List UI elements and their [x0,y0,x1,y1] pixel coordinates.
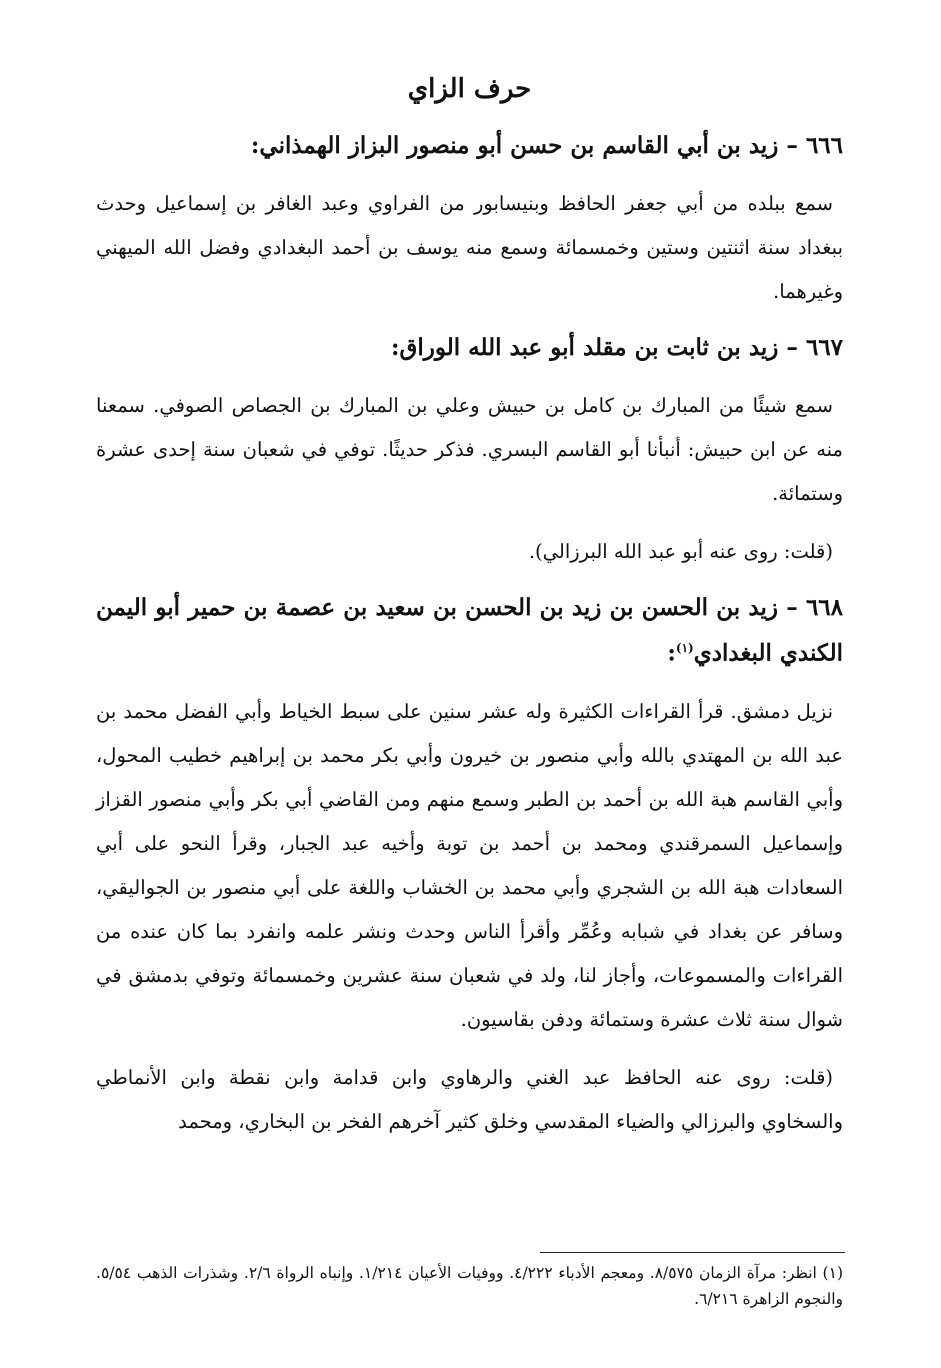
footnote-divider [540,1252,845,1253]
entry-note: (قلت: روى عنه الحافظ عبد الغني والرهاوي وابن قدامة وابن نقطة وابن الأنماطي والسخاوي والبرزالي والضياء المقدسي وخلق كثير آخرهم الفخر بن البخاري، ومحمد [96,1065,843,1133]
entry-title-text: ٦٦٨ – زيد بن الحسن بن زيد بن الحسن بن سعيد بن عصمة بن حمير أبو اليمن الكندي البغدادي [96,594,843,667]
entry-title: ٦٦٧ – زيد بن ثابت بن مقلد أبو عبد الله الوراق: [391,334,843,361]
entry-668 [96,588,843,1144]
page-body [96,66,843,1158]
footnote: (١) انظر: مرآة الزمان ٨/٥٧٥. ومعجم الأدباء ٤/٢٢٢. ووفيات الأعيان ١/٢١٤. وإنباه الرواة ٢/٦. وشذرات الذهب ٥/٥٤. والنجوم الزاهرة ٦/٢١٦. [96,1264,843,1308]
entry-note: (قلت: روى عنه أبو عبد الله البرزالي). [528,540,833,563]
entry-667 [96,328,843,574]
entry-paragraph: نزيل دمشق. قرأ القراءات الكثيرة وله عشر سنين على سبط الخياط وأبي الفضل محمد بن عبد الله بن المهتدي بالله وأبي منصور بن خيرون وأبي بكر محمد بن إبراهيم خطيب المحول، وأبي القاسم هبة الله بن أحمد بن الطبر وسمع منهم ومن القاضي أبي بكر وأبي منصور القزاز وإسماعيل السمرقندي ومحمد بن أحمد بن توبة وأخيه عبد الجبار، وقرأ النحو على أبي السعادات هبة الله بن الشجري وأبي محمد بن الخشاب واللغة على أبي منصور بن الجواليقي، وسافر عن بغداد في شبابه وعُمِّر وأقرأ الناس وحدث ونشر علمه وانفرد بما كان عنده من القراءات والمسموعات، وأجاز لنا، ولد في شعبان سنة عشرين وخمسمائة وتوفي بدمشق في شوال سنة ثلاث عشرة وستمائة ودفن بقاسيون. [96,699,843,1031]
entry-paragraph: سمع ببلده من أبي جعفر الحافظ وبنيسابور من الفراوي وعبد الغافر بن إسماعيل وحدث ببغداد سنة اثنتين وستين وخمسمائة وسمع منه يوسف بن أحمد البغدادي وفضل الله الميهني وغيرهما. [96,192,843,303]
entry-title: ٦٦٦ – زيد بن أبي القاسم بن حسن أبو منصور البزاز الهمذاني: [250,132,843,159]
entry-666 [96,126,843,314]
entry-title [96,588,843,674]
footnote-ref[interactable]: (١) [675,641,694,655]
section-heading: حرف الزاي [407,74,532,104]
entry-paragraph: سمع شيئًا من المبارك بن كامل بن حبيش وعلي بن المبارك بن الجصاص الصوفي. سمعنا منه عن ابن حبيش: أنبأنا أبو القاسم البسري. فذكر حديثًا. توفي في شعبان سنة إحدى عشرة وستمائة. [96,394,843,505]
entry-title-end: : [667,639,676,667]
